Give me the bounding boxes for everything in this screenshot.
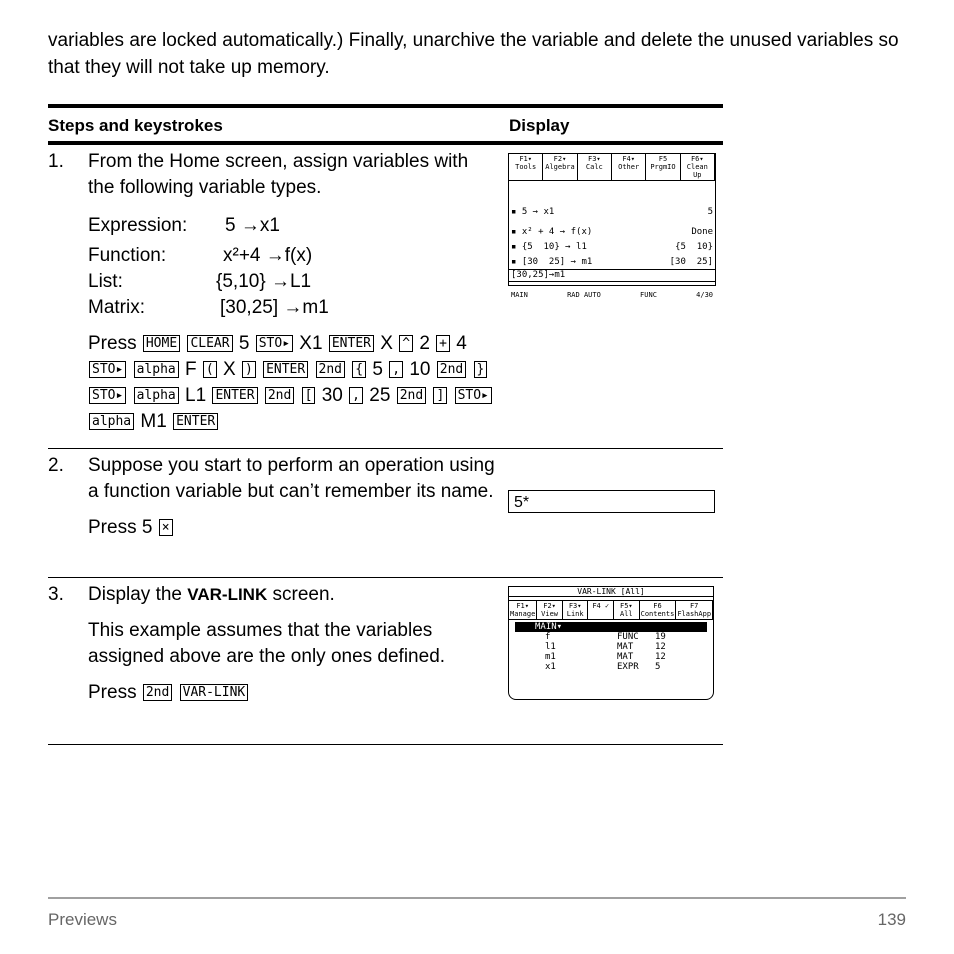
2nd-key: 2nd [265, 387, 294, 404]
folder-row: MAIN▾ [515, 622, 707, 632]
table-header [48, 108, 723, 141]
intro-paragraph: variables are locked automatically.) Finally, unarchive the variable and delete the unused variables so that they will not take up memory. [48, 30, 899, 78]
step-content [88, 582, 498, 706]
enter-key: ENTER [263, 361, 308, 378]
table-bottom-rule [48, 744, 723, 745]
alpha-key: alpha [89, 413, 134, 430]
close-brace-key: } [474, 361, 488, 378]
status-line: MAIN RAD AUTO FUNC 4/30 [509, 281, 715, 308]
entry-line: [30,25]→m1 [509, 269, 715, 281]
open-bracket-key: [ [302, 387, 316, 404]
alpha-key: alpha [134, 387, 179, 404]
enter-key: ENTER [329, 335, 374, 352]
alpha-key: alpha [134, 361, 179, 378]
step-number: 1. [48, 151, 64, 172]
step-content [88, 149, 498, 435]
page-number: 139 [877, 910, 906, 929]
step-row-3 [48, 578, 723, 744]
2nd-key: 2nd [397, 387, 426, 404]
open-paren-key: ( [203, 361, 217, 378]
open-brace-key: { [352, 361, 366, 378]
comma-key: , [389, 361, 403, 378]
step-number: 2. [48, 455, 64, 476]
sto-key: STO▸ [455, 387, 492, 404]
keystroke-sequence: Press 2nd VAR-LINK [88, 680, 498, 706]
step-row-1 [48, 145, 723, 448]
steps-column-header: Steps and keystrokes [48, 116, 223, 135]
type-function: Function: x²+4 →f(x) [88, 245, 313, 266]
history-line: ▪ 5 → x1 5 [511, 207, 713, 217]
variable-row: m1 MAT 12 [545, 652, 666, 662]
close-paren-key: ) [242, 361, 256, 378]
step-content [88, 453, 498, 541]
footer-rule [48, 897, 906, 899]
plus-key: + [436, 335, 450, 352]
clear-key: CLEAR [187, 335, 232, 352]
variable-row: x1 EXPR 5 [545, 662, 661, 672]
enter-key: ENTER [173, 413, 218, 430]
sto-key: STO▸ [89, 361, 126, 378]
history-line: ▪ x² + 4 → f(x) Done [511, 227, 713, 237]
toolbar: F1▾ Manage F2▾ View F3▾ Link F4 ✓ F5▾ All F6 Contents F7 FlashApp [510, 602, 712, 618]
multiply-key: × [159, 519, 173, 536]
keystroke-sequence: Press 5 × [88, 515, 498, 541]
home-screen-display [508, 153, 716, 299]
2nd-key: 2nd [437, 361, 466, 378]
step-text: Suppose you start to perform an operation using a function variable but can’t remember its name. [88, 455, 495, 502]
entry-display: 5* [508, 490, 715, 513]
variable-types [88, 213, 498, 321]
2nd-key: 2nd [316, 361, 345, 378]
history-line: ▪ {5 10} → l1 {5 10} [511, 242, 713, 252]
step-text: Display the VAR-LINK screen. [88, 584, 335, 605]
variable-row: l1 MAT 12 [545, 642, 666, 652]
type-matrix: Matrix: [30,25] →m1 [88, 297, 329, 318]
history-line: ▪ [30 25] → m1 [30 25] [511, 257, 713, 267]
variable-list [509, 632, 713, 672]
2nd-key: 2nd [143, 684, 172, 701]
var-link-key: VAR-LINK [180, 684, 249, 701]
home-key: HOME [143, 335, 180, 352]
type-expression: Expression: 5 →x1 [88, 215, 280, 236]
step-text: From the Home screen, assign variables with the following variable types. [88, 151, 469, 198]
step-row-2 [48, 449, 723, 577]
comma-key: , [349, 387, 363, 404]
var-link-display [508, 586, 714, 700]
step-number: 3. [48, 584, 64, 605]
toolbar: F1▾ Tools F2▾ Algebra F3▾ Calc F4▾ Other F5 PrgmIO F6▾ Clean Up [509, 154, 715, 181]
sto-key: STO▸ [89, 387, 126, 404]
steps-table [48, 104, 723, 745]
variable-row: f FUNC 19 [545, 632, 666, 642]
step-note: This example assumes that the variables assigned above are the only ones defined. [88, 620, 446, 667]
sto-key: STO▸ [256, 335, 293, 352]
caret-key: ^ [399, 335, 413, 352]
var-link-title: VAR-LINK [All] [509, 587, 713, 597]
type-list: List: {5,10} →L1 [88, 271, 312, 292]
close-bracket-key: ] [433, 387, 447, 404]
history-area [509, 181, 715, 268]
footer-section: Previews [48, 910, 117, 929]
enter-key: ENTER [212, 387, 257, 404]
display-column-header: Display [509, 116, 570, 135]
keystroke-sequence: Press HOME CLEAR 5 STO▸ X1 ENTER X ^ 2 + 4 STO▸ alpha F ( X ) ENTER 2nd { 5 , 10 2nd } STO▸ alpha L1 ENTER 2nd [ 30 , 25 2nd ] STO▸ alpha M1 ENTER [88, 331, 498, 435]
